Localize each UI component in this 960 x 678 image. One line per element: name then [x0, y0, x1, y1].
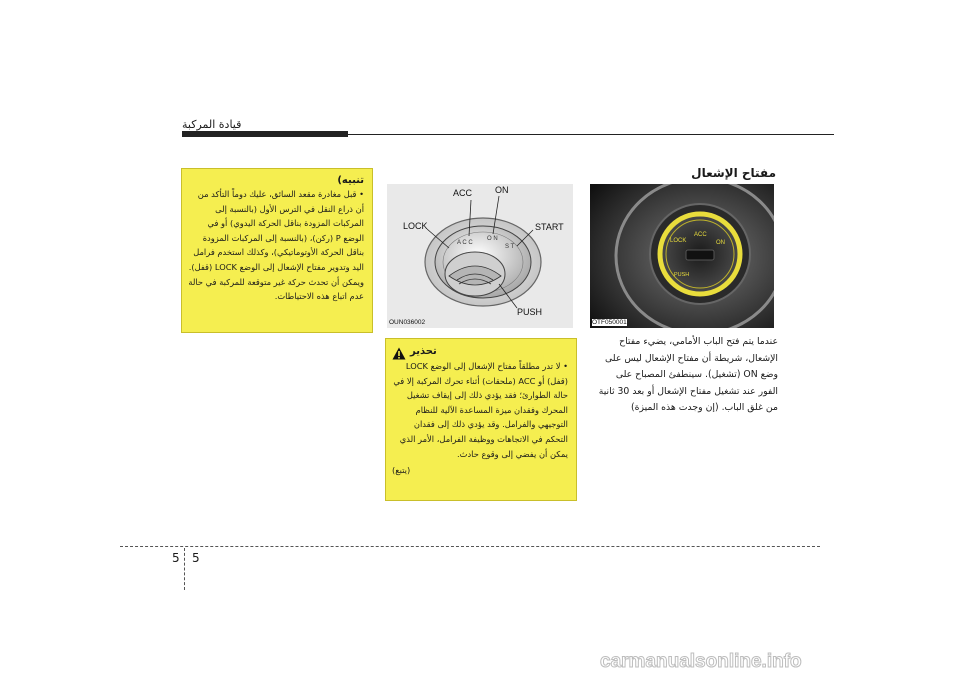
ignition-light-photo [590, 184, 774, 328]
photo-code-right: OTF050001 [592, 319, 627, 326]
warning-icon [392, 345, 406, 358]
notice-title: تنبيه) [337, 175, 364, 186]
caution-title: تحذير [410, 346, 437, 357]
caution-text: • لا تدر مطلقاً مفتاح الإشعال إلى الوضع LOCK (قفل) أو ACC (ملحقات) أثناء تحرك المركبة إلا في حالة الطوارئ؛ فقد يؤدي ذلك إلى إيقاف تشغيل المحرك وفقدان ميزة المساعدة الآلية للنظام التوجيهي والفرامل. وقد يؤدي ذلك إلى فقدان التحكم في الاتجاهات ووظيفة الفرامل، الأمر الذي يمكن أن يفضي إلى وقوع حادث. [393, 361, 568, 459]
photo-code-left: OUN036002 [389, 319, 426, 326]
body-paragraph: عندما يتم فتح الباب الأمامي، يضيء مفتاح الإشعال، شريطة أن مفتاح الإشعال ليس على وضع ON (تشغيل). سينطفئ المصباح على الفور عند تشغيل مفتاح الإشعال أو بعد 30 ثانية من غلق الباب. (إن وجدت هذه الميزة) [598, 336, 778, 414]
lock-label: LOCK [403, 221, 428, 231]
svg-text:ON: ON [716, 240, 725, 246]
start-label: START [535, 222, 564, 232]
watermark-text: carmanualsonline.info [600, 651, 802, 672]
svg-text:ACC: ACC [694, 232, 707, 238]
header-title: قيادة المركبة [182, 118, 242, 131]
svg-text:A C C: A C C [457, 240, 473, 246]
footer-divider [184, 548, 185, 590]
page-number: 5 [192, 551, 200, 565]
caution-box [385, 338, 577, 501]
push-label: PUSH [517, 307, 543, 317]
notice-text: • قبل مغادرة مقعد السائق، عليك دوماً التأكد من أن ذراع النقل في الترس الأول (بالنسبة إلى المركبات المزودة بناقل الحركة اليدوي) أو في الوضع P (ركن)، (بالنسبة إلى المركبات المزودة بناقل الحركة الأوتوماتيكي)، وكذلك استخدم فرامل اليد وتدوير مفتاح الإشعال إلى الوضع LOCK (قفل). ويمكن أن تحدث حركة غير متوقعة للمركبة في حالة عدم اتباع هذه الاحتياطات. [188, 189, 364, 302]
on-label: ON [495, 185, 509, 195]
section-title: مفتاح الإشعال [691, 166, 776, 180]
notice-box [181, 168, 373, 333]
page-number-chapter: 5 [172, 551, 180, 565]
watermark [600, 650, 956, 672]
svg-text:LOCK: LOCK [670, 238, 687, 244]
ignition-light-image [590, 184, 774, 328]
svg-text:S T: S T [505, 244, 515, 250]
acc-label: ACC [453, 188, 473, 198]
caution-continued: (يتبع) [392, 465, 411, 476]
ignition-diagram-image [387, 184, 573, 328]
ignition-diagram-photo [387, 184, 573, 328]
svg-text:PUSH: PUSH [674, 272, 690, 278]
footer-rule [120, 546, 820, 547]
caution-header [392, 345, 568, 358]
header-rule-thick [182, 131, 348, 137]
svg-text:O N: O N [487, 236, 498, 242]
